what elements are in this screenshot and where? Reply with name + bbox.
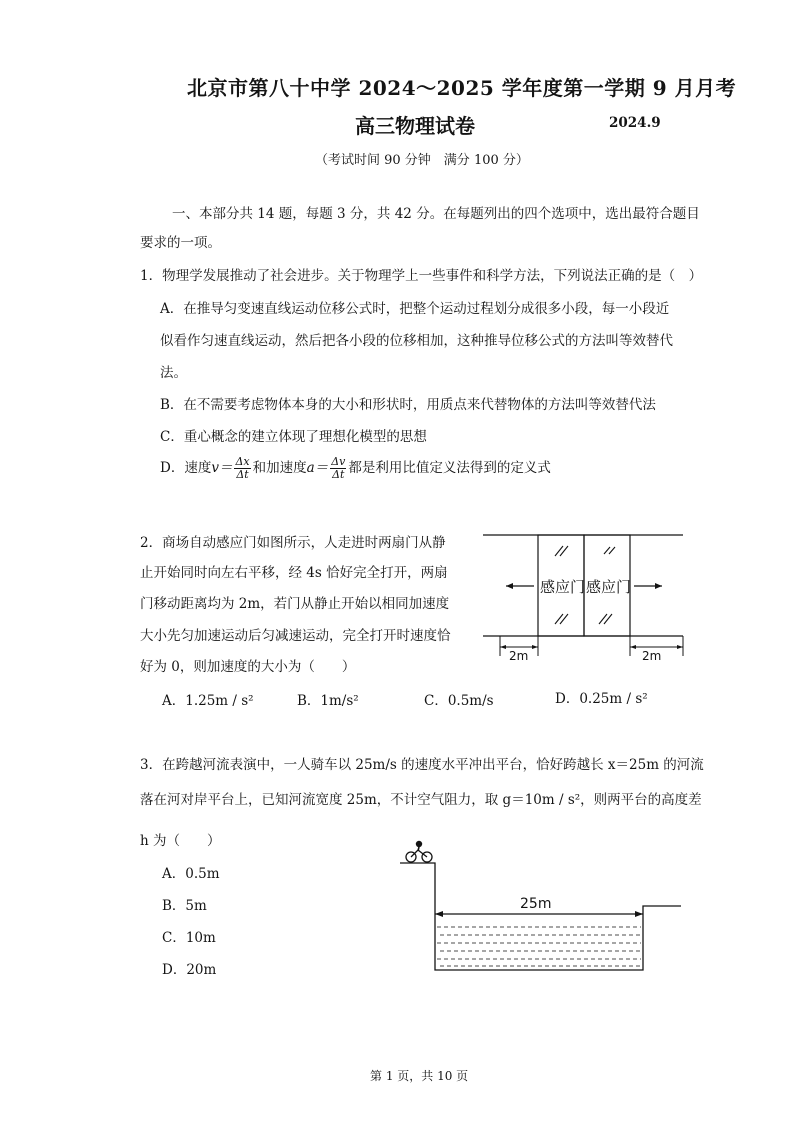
right-door-label: 感应门: [586, 578, 632, 596]
left-dim-arrow-a: [500, 645, 506, 649]
page-footer: 第 1 页，共 10 页: [370, 1069, 469, 1083]
exam-subtitle: 高三物理试卷: [355, 114, 475, 138]
q1-velocity-symbol: v＝: [211, 460, 233, 476]
q3-river-figure: [395, 840, 685, 980]
left-door-label: 感应门: [540, 578, 586, 596]
left-arrowhead-icon: [506, 583, 513, 589]
q1-option-a-line2: 似看作匀速直线运动，然后把各小段的位移相加，这种推导位移公式的方法叫等效替代: [160, 333, 673, 349]
q1-frac2-denominator: Δt: [332, 468, 345, 481]
q3-option-a: A．0.5m: [162, 866, 220, 882]
exam-date: 2024.9: [609, 115, 661, 131]
q2-option-d: D．0.25m / s²: [555, 691, 648, 707]
q2-line2: 止开始同时向左右平移，经 4s 恰好完全打开，两扇: [140, 565, 448, 581]
q3-line3: h 为（ ）: [140, 833, 221, 849]
q3-option-c: C．10m: [162, 930, 216, 946]
left-dim-label: 2m: [509, 649, 529, 663]
q1-acceleration-fraction: [330, 456, 346, 481]
q1-stem: 1．物理学发展推动了社会进步。关于物理学上一些事件和科学方法，下列说法正确的是（ ）: [140, 268, 703, 284]
right-dim-arrow-b: [677, 645, 683, 649]
right-dim-arrow-a: [630, 645, 636, 649]
motorcycle-rider-icon: [406, 841, 432, 862]
right-dim-label: 2m: [642, 649, 662, 663]
q2-line4: 大小先匀加速运动后匀减速运动，完全打开时速度恰: [140, 628, 451, 644]
q2-option-c: C．0.5m/s: [424, 693, 494, 709]
q1-option-a-line3: 法。: [160, 365, 187, 381]
q1-option-d-suffix: 都是利用比值定义法得到的定义式: [348, 460, 551, 476]
q1-velocity-fraction: [234, 456, 250, 481]
exam-info: （考试时间 90 分钟 满分 100 分）: [315, 153, 529, 168]
section-intro-line2: 要求的一项。: [140, 235, 221, 251]
q1-option-d-prefix: D．速度: [160, 460, 212, 476]
q2-line3: 门移动距离均为 2m，若门从静止开始以相同加速度: [140, 596, 450, 612]
q2-line1: 2．商场自动感应门如图所示，人走进时两扇门从静: [140, 535, 446, 551]
q1-option-c: C．重心概念的建立体现了理想化模型的思想: [160, 429, 427, 445]
q1-option-d: [160, 456, 551, 481]
section-intro-line1: 一、本部分共 14 题，每题 3 分，共 42 分。在每题列出的四个选项中，选出最符合题目: [172, 206, 700, 222]
river-width-arrow-right: [635, 911, 643, 917]
q1-frac1-numerator: Δx: [235, 455, 250, 468]
q1-frac1-denominator: Δt: [236, 468, 249, 481]
q3-option-d: D．20m: [162, 962, 217, 978]
river-width-label: 25m: [520, 896, 552, 912]
river-width-arrow-left: [435, 911, 443, 917]
q2-option-b: B．1m/s²: [297, 693, 359, 709]
q2-option-a: A．1.25m / s²: [162, 693, 254, 709]
q2-line5: 好为 0，则加速度的大小为（ ）: [140, 659, 356, 675]
q1-acceleration-symbol: a＝: [306, 460, 329, 476]
river-water: [437, 927, 641, 966]
q3-option-b: B．5m: [162, 898, 207, 914]
q1-option-d-mid: 和加速度: [252, 460, 307, 476]
q3-line1: 3．在跨越河流表演中，一人骑车以 25m/s 的速度水平冲出平台，恰好跨越长 x＝25m 的河流: [140, 757, 704, 773]
q1-option-a-line1: A．在推导匀变速直线运动位移公式时，把整个运动过程划分成很多小段，每一小段近: [160, 301, 670, 317]
left-dim-arrow-b: [532, 645, 538, 649]
right-arrowhead-icon: [655, 583, 662, 589]
q1-frac2-numerator: Δv: [331, 455, 346, 468]
exam-title: 北京市第八十中学 2024～2025 学年度第一学期 9 月月考: [187, 76, 737, 100]
q1-option-b: B．在不需要考虑物体本身的大小和形状时，用质点来代替物体的方法叫等效替代法: [160, 397, 656, 413]
q3-line2: 落在河对岸平台上，已知河流宽度 25m，不计空气阻力，取 g＝10m / s²，则两平台的高度差: [140, 792, 702, 808]
q2-door-figure: [478, 528, 688, 668]
